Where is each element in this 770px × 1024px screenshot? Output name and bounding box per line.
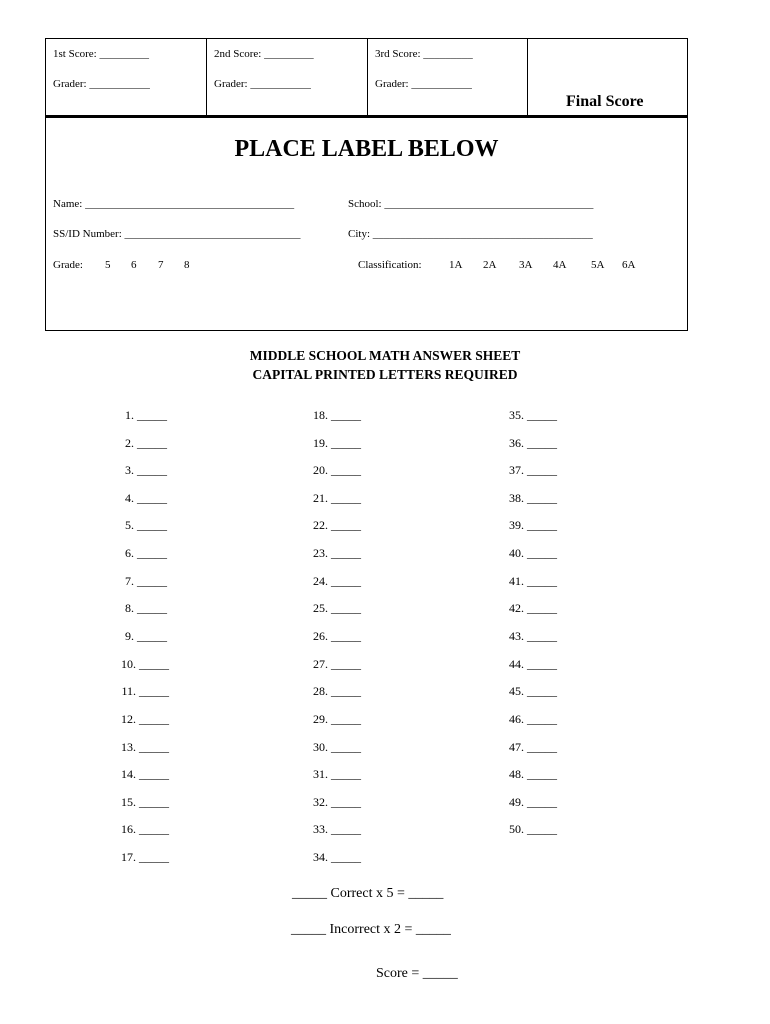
answer-line-7[interactable]: 7. _____ — [125, 574, 167, 588]
third-score-field[interactable]: 3rd Score: _________ — [375, 48, 473, 60]
first-score-field[interactable]: 1st Score: _________ — [53, 48, 149, 60]
answer-line-2[interactable]: 2. _____ — [125, 436, 167, 450]
answer-line-15[interactable]: 15. _____ — [121, 795, 169, 809]
score-cell-1 — [46, 39, 207, 115]
answer-line-21[interactable]: 21. _____ — [313, 491, 361, 505]
answer-line-18[interactable]: 18. _____ — [313, 408, 361, 422]
classification-option[interactable]: 4A — [553, 259, 567, 271]
second-grader-field[interactable]: Grader: ___________ — [214, 78, 311, 90]
label-box — [45, 116, 688, 331]
answer-line-39[interactable]: 39. _____ — [509, 518, 557, 532]
incorrect-line[interactable]: _____ Incorrect x 2 = _____ — [291, 922, 451, 937]
answer-line-42[interactable]: 42. _____ — [509, 601, 557, 615]
classification-option[interactable]: 2A — [483, 259, 497, 271]
answer-line-44[interactable]: 44. _____ — [509, 657, 557, 671]
answer-line-28[interactable]: 28. _____ — [313, 684, 361, 698]
answer-line-24[interactable]: 24. _____ — [313, 574, 361, 588]
answer-line-33[interactable]: 33. _____ — [313, 822, 361, 836]
answer-line-41[interactable]: 41. _____ — [509, 574, 557, 588]
answer-line-38[interactable]: 38. _____ — [509, 491, 557, 505]
answer-line-12[interactable]: 12. _____ — [121, 712, 169, 726]
answer-line-43[interactable]: 43. _____ — [509, 629, 557, 643]
name-field[interactable]: Name: ______________________________________ — [53, 198, 295, 210]
answer-line-27[interactable]: 27. _____ — [313, 657, 361, 671]
answer-line-9[interactable]: 9. _____ — [125, 629, 167, 643]
answer-line-46[interactable]: 46. _____ — [509, 712, 557, 726]
answer-line-25[interactable]: 25. _____ — [313, 601, 361, 615]
final-score-cell[interactable] — [528, 39, 687, 115]
score-cell-2 — [207, 39, 368, 115]
answer-line-5[interactable]: 5. _____ — [125, 518, 167, 532]
answer-line-37[interactable]: 37. _____ — [509, 463, 557, 477]
answer-line-40[interactable]: 40. _____ — [509, 546, 557, 560]
answer-line-10[interactable]: 10. _____ — [121, 657, 169, 671]
score-line[interactable]: Score = _____ — [376, 966, 458, 981]
label-box-title: PLACE LABEL BELOW — [234, 136, 499, 162]
score-cell-3 — [368, 39, 528, 115]
answer-line-31[interactable]: 31. _____ — [313, 767, 361, 781]
answer-line-11[interactable]: 11. _____ — [121, 684, 169, 698]
answer-line-8[interactable]: 8. _____ — [125, 601, 167, 615]
answer-line-4[interactable]: 4. _____ — [125, 491, 167, 505]
answer-line-23[interactable]: 23. _____ — [313, 546, 361, 560]
classification-option[interactable]: 1A — [449, 259, 463, 271]
ssid-field[interactable]: SS/ID Number: ________________________________ — [53, 228, 301, 240]
answer-line-17[interactable]: 17. _____ — [121, 850, 169, 864]
classification-option[interactable]: 6A — [622, 259, 636, 271]
answer-line-3[interactable]: 3. _____ — [125, 463, 167, 477]
answer-line-19[interactable]: 19. _____ — [313, 436, 361, 450]
answer-line-30[interactable]: 30. _____ — [313, 740, 361, 754]
answer-line-36[interactable]: 36. _____ — [509, 436, 557, 450]
classification-option[interactable]: 5A — [591, 259, 605, 271]
sheet-title: MIDDLE SCHOOL MATH ANSWER SHEET — [249, 348, 521, 363]
first-grader-field[interactable]: Grader: ___________ — [53, 78, 150, 90]
answer-line-49[interactable]: 49. _____ — [509, 795, 557, 809]
classification-label: Classification: — [358, 259, 422, 271]
answer-line-29[interactable]: 29. _____ — [313, 712, 361, 726]
answer-line-1[interactable]: 1. _____ — [125, 408, 167, 422]
answer-line-47[interactable]: 47. _____ — [509, 740, 557, 754]
third-grader-field[interactable]: Grader: ___________ — [375, 78, 472, 90]
answer-line-35[interactable]: 35. _____ — [509, 408, 557, 422]
classification-option[interactable]: 3A — [519, 259, 533, 271]
city-field[interactable]: City: ________________________________________ — [348, 228, 593, 240]
grade-option[interactable]: 8 — [184, 259, 190, 271]
final-score-label: Final Score — [566, 93, 644, 110]
grade-option[interactable]: 6 — [131, 259, 137, 271]
answer-line-14[interactable]: 14. _____ — [121, 767, 169, 781]
answer-line-16[interactable]: 16. _____ — [121, 822, 169, 836]
second-score-field[interactable]: 2nd Score: _________ — [214, 48, 314, 60]
answer-line-32[interactable]: 32. _____ — [313, 795, 361, 809]
answer-line-6[interactable]: 6. _____ — [125, 546, 167, 560]
answer-line-20[interactable]: 20. _____ — [313, 463, 361, 477]
answer-line-45[interactable]: 45. _____ — [509, 684, 557, 698]
grade-label: Grade: — [53, 259, 83, 271]
answer-line-48[interactable]: 48. _____ — [509, 767, 557, 781]
answer-line-22[interactable]: 22. _____ — [313, 518, 361, 532]
grade-option[interactable]: 7 — [158, 259, 164, 271]
score-table — [45, 38, 688, 116]
answer-line-26[interactable]: 26. _____ — [313, 629, 361, 643]
answer-line-50[interactable]: 50. _____ — [509, 822, 557, 836]
sheet-subtitle: CAPITAL PRINTED LETTERS REQUIRED — [252, 367, 518, 382]
grade-option[interactable]: 5 — [105, 259, 111, 271]
answer-line-13[interactable]: 13. _____ — [121, 740, 169, 754]
answer-line-34[interactable]: 34. _____ — [313, 850, 361, 864]
school-field[interactable]: School: ______________________________________ — [348, 198, 594, 210]
correct-line[interactable]: _____ Correct x 5 = _____ — [292, 886, 444, 901]
